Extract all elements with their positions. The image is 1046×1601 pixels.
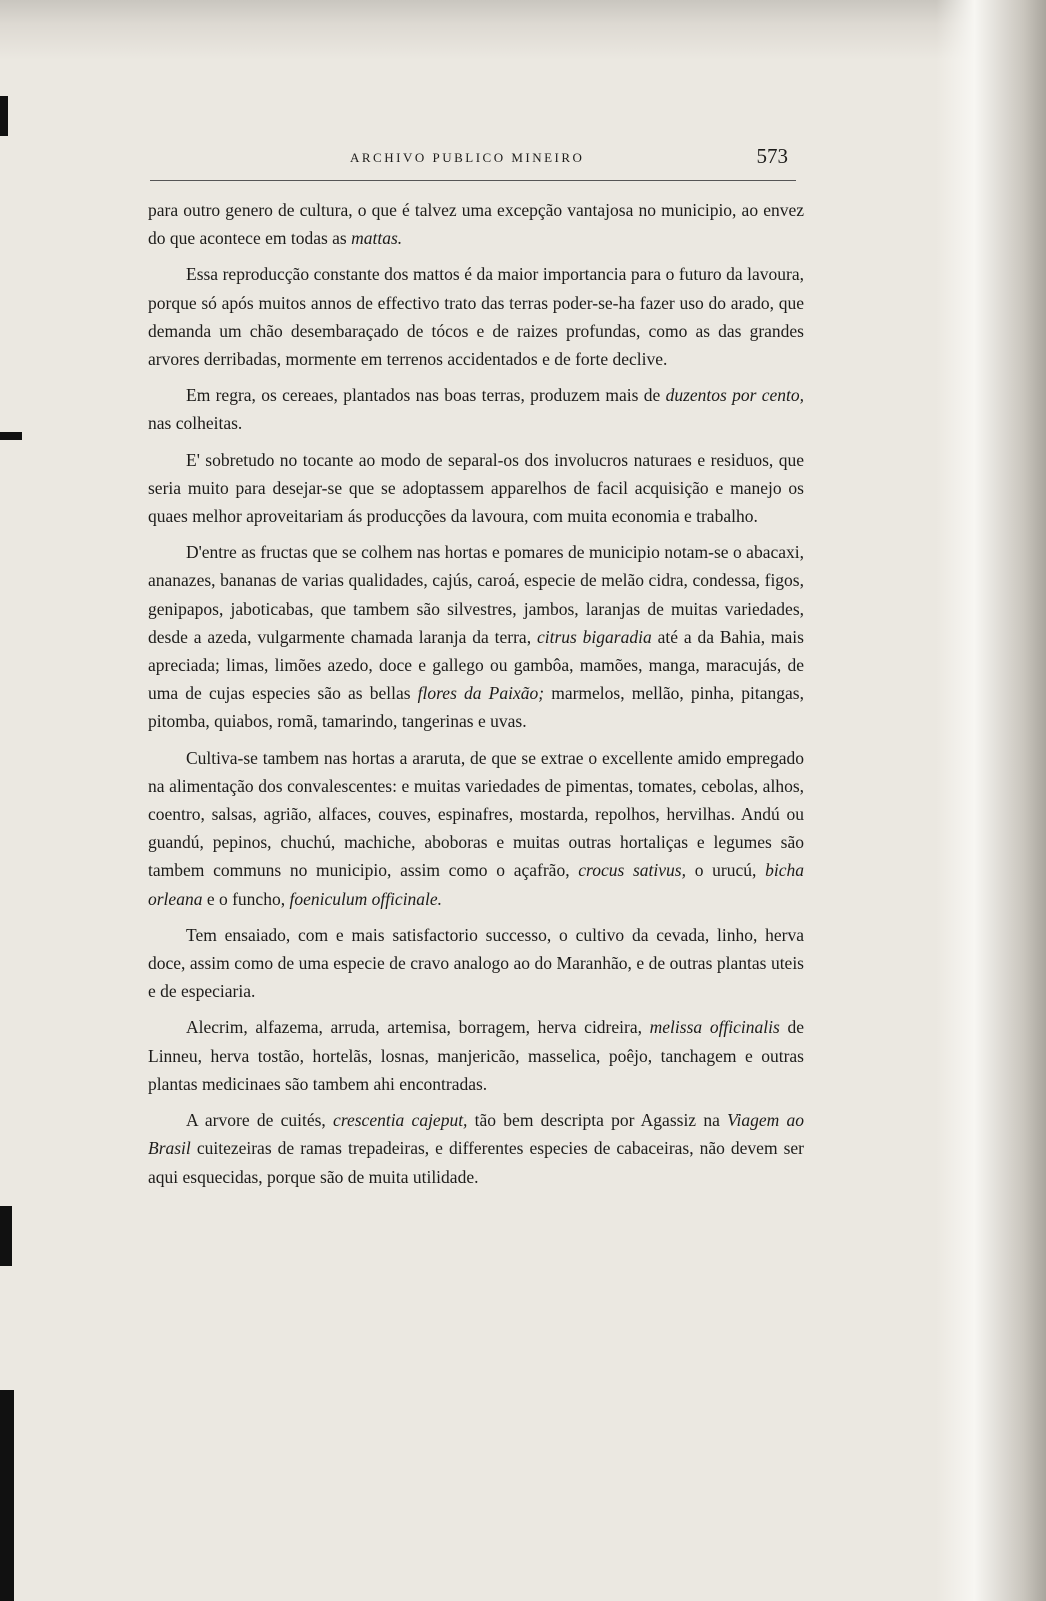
italic-term: Viagem ao Brasil	[148, 1110, 804, 1159]
italic-term: crescentia cajeput,	[333, 1110, 468, 1131]
page-number: 573	[756, 144, 788, 168]
text-run: até a da Bahia, mais apreciada; limas, limões azedo, doce e gallego ou gambôa, mamões, manga, maracujás, de uma de cujas especies são as bellas	[148, 626, 804, 704]
text-run: e o funcho,	[202, 888, 290, 909]
text-run: Em regra, os cereaes, plantados nas boas terras, produzem mais de	[186, 385, 666, 406]
text-run: Cultiva-se tambem nas hortas a araruta, de que se extrae o excellente amido empregado na alimentação dos convalescentes: e muitas variedades de pimentas, tomates, cebolas, alhos, coentro, salsas, agrião, alfaces, couves, espinafres, mostarda, repolhos, hervilhas. Andú ou guandú, pepinos, chuchú, machiche, aboboras e muitas outras hortaliças e legumes são tambem communs no municipio, assim como o açafrão,	[148, 747, 804, 881]
scan-margin-mark	[0, 1206, 12, 1266]
text-run: para outro genero de cultura, o que é talvez uma excepção vantajosa no municipio, ao envez do que acontece em todas as	[148, 200, 804, 249]
paragraph	[148, 1106, 804, 1191]
scan-right-edge	[936, 0, 1046, 1601]
text-run: de Linneu, herva tostão, hortelãs, losnas, manjericão, masselica, poêjo, tanchagem e outras plantas medicinaes são tambem ahi encontradas.	[148, 1017, 805, 1094]
paragraph	[148, 1013, 804, 1098]
italic-term: citrus bigaradia	[536, 626, 652, 647]
scan-margin-mark	[0, 432, 22, 440]
italic-term: melissa officinalis	[649, 1017, 780, 1038]
scan-margin-mark	[0, 96, 8, 136]
italic-term: foeniculum officinale.	[289, 888, 443, 909]
body-text	[148, 196, 804, 1199]
italic-term: duzentos por cento,	[665, 385, 804, 406]
page-header	[150, 144, 796, 182]
text-run: Alecrim, alfazema, arruda, artemisa, borragem, herva cidreira,	[186, 1017, 650, 1038]
paragraph	[148, 381, 804, 437]
text-run: nas colheitas.	[148, 413, 243, 434]
italic-term: flores da Paixão;	[417, 683, 545, 704]
text-run: Essa reproducção constante dos mattos é da maior importancia para o futuro da lavoura, porque só após muitos annos de effectivo trato das terras poder-se-ha fazer uso do arado, que demanda um chão desembaraçado de tócos e de raizes profundas, como as das grandes arvores derribadas, mormente em terrenos accidentados e de forte declive.	[148, 264, 804, 370]
italic-term: crocus sativus,	[578, 860, 686, 881]
paragraph	[148, 921, 804, 1006]
text-run: marmelos, mellão, pinha, pitangas, pitomba, quiabos, romã, tamarindo, tangerinas e uvas.	[148, 683, 804, 732]
text-run: cuitezeiras de ramas trepadeiras, e differentes especies de cabaceiras, não devem ser aqui esquecidas, porque são de muita utilidade.	[148, 1138, 804, 1187]
paragraph	[148, 196, 804, 252]
running-head: ARCHIVO PUBLICO MINEIRO	[350, 150, 585, 165]
paragraph	[148, 446, 804, 531]
scan-top-shadow	[0, 0, 1046, 60]
text-run: o urucú,	[685, 860, 766, 881]
paragraph	[148, 538, 804, 735]
text-run: Tem ensaiado, com e mais satisfactorio successo, o cultivo da cevada, linho, herva doce, assim como de uma especie de cravo analogo ao do Maranhão, e de outras plantas uteis e de especiaria.	[148, 924, 804, 1002]
text-run: A arvore de cuités,	[186, 1110, 334, 1131]
text-run: E' sobretudo no tocante ao modo de separal-os dos involucros naturaes e residuos, que seria muito para desejar-se que se adoptassem apparelhos de facil acquisição e manejo os quaes melhor aproveitariam ás producções da lavoura, com muita economia e trabalho.	[148, 449, 804, 527]
italic-term: bicha orleana	[148, 860, 804, 909]
paragraph	[148, 744, 804, 913]
paragraph	[148, 260, 804, 373]
italic-term: mattas.	[351, 228, 403, 249]
text-run: D'entre as fructas que se colhem nas hortas e pomares de municipio notam-se o abacaxi, ananazes, bananas de varias qualidades, cajús, caroá, especie de melão cidra, condessa, figos, genipapos, jaboticabas, que tambem são silvestres, jambos, laranjas de muitas variedades, desde a azeda, vulgarmente chamada laranja da terra,	[148, 542, 804, 647]
scan-margin-mark	[0, 1390, 14, 1601]
text-run: tão bem descripta por Agassiz na	[467, 1110, 728, 1131]
header-rule	[150, 180, 796, 181]
